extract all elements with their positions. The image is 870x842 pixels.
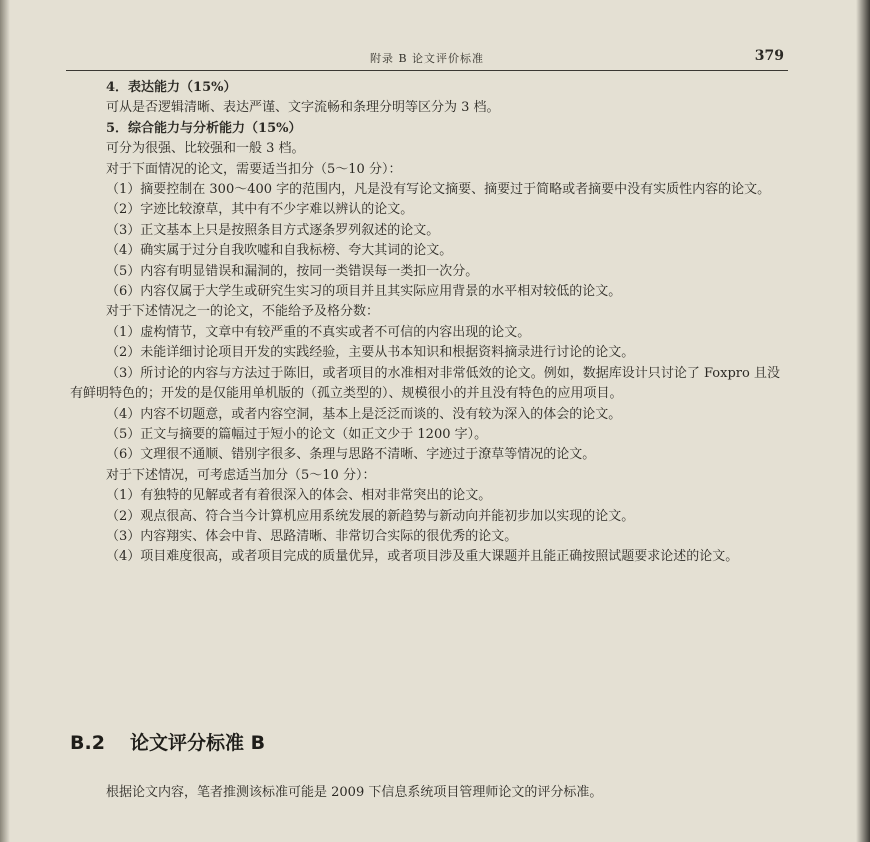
section-heading	[70, 728, 265, 755]
paragraph: （3）所讨论的内容与方法过于陈旧，或者项目的水准相对非常低效的论文。例如，数据库设计只讨论了 Foxpro 且没有鲜明特色的；开发的是仅能用单机版的（孤立类型的）、规模很小的并且没有特色的应用项目。	[70, 365, 780, 402]
subsection-heading: 4．表达能力（15%）	[106, 80, 237, 95]
page-edge-left	[0, 0, 10, 842]
paragraph: 对于下述情况，可考虑适当加分（5～10 分）：	[106, 467, 376, 483]
paragraph: （4）项目难度很高，或者项目完成的质量优异，或者项目涉及重大课题并且能正确按照试题要求论述的论文。	[106, 549, 739, 565]
section-title: 论文评分标准 B	[130, 732, 266, 754]
paragraph: （1）有独特的见解或者有着很深入的体会、相对非常突出的论文。	[106, 488, 492, 504]
header-title: 附录 B 论文评价标准	[369, 52, 485, 65]
paragraph: （2）未能详细讨论项目开发的实践经验，主要从书本知识和根据资料摘录进行讨论的论文。	[106, 345, 635, 361]
page-edge-right	[856, 0, 870, 842]
paragraph: 可分为很强、比较强和一般 3 档。	[106, 141, 305, 157]
body-text	[70, 78, 780, 568]
subsection-heading: 5．综合能力与分析能力（15%）	[106, 120, 302, 136]
section-number: B.2	[70, 732, 105, 754]
running-header	[66, 48, 788, 71]
paragraph: （1）摘要控制在 300～400 字的范围内，凡是没有写论文摘要、摘要过于简略或者摘要中没有实质性内容的论文。	[106, 182, 771, 198]
paragraph: （2）字迹比较潦草，其中有不少字难以辨认的论文。	[106, 202, 414, 218]
paragraph: （6）文理很不通顺、错别字很多、条理与思路不清晰、字迹过于潦草等情况的论文。	[106, 447, 596, 463]
paragraph: 可从是否逻辑清晰、表达严谨、文字流畅和条理分明等区分为 3 档。	[106, 100, 500, 116]
paragraph: （3）内容翔实、体会中肯、思路清晰、非常切合实际的很优秀的论文。	[106, 528, 518, 544]
paragraph: 对于下面情况的论文，需要适当扣分（5～10 分）：	[106, 161, 402, 177]
page-number: 379	[754, 48, 784, 64]
paragraph: （1）虚构情节，文章中有较严重的不真实或者不可信的内容出现的论文。	[106, 324, 531, 340]
paragraph: （5）正文与摘要的篇幅过于短小的论文（如正文少于 1200 字）。	[106, 426, 488, 442]
paragraph: （3）正文基本上只是按照条目方式逐条罗列叙述的论文。	[106, 222, 440, 238]
paragraph: （4）确实属于过分自我吹嘘和自我标榜、夸大其词的论文。	[106, 243, 453, 259]
paragraph: 对于下述情况之一的论文，不能给予及格分数：	[106, 304, 380, 320]
paragraph: （5）内容有明显错误和漏洞的，按同一类错误每一类扣一次分。	[106, 263, 479, 279]
paragraph: （2）观点很高、符合当今计算机应用系统发展的新趋势与新动向并能初步加以实现的论文。	[106, 508, 635, 524]
section-intro-paragraph: 根据论文内容，笔者推测该标准可能是 2009 下信息系统项目管理师论文的评分标准。	[106, 785, 603, 800]
paragraph: （4）内容不切题意，或者内容空洞，基本上是泛泛而谈的、没有较为深入的体会的论文。	[106, 406, 622, 422]
paragraph: （6）内容仅属于大学生或研究生实习的项目并且其实际应用背景的水平相对较低的论文。	[106, 284, 622, 300]
